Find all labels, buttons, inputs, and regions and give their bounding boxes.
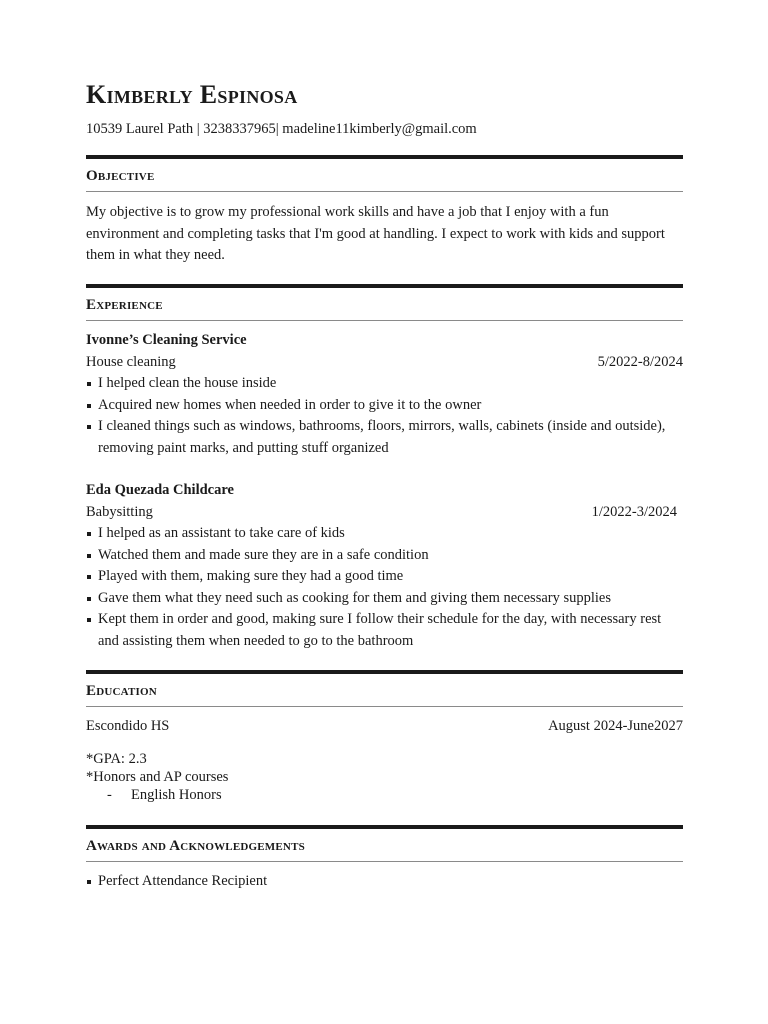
- course-item: [86, 786, 683, 804]
- section-divider-thin: [86, 191, 683, 192]
- dash-marker: -: [107, 786, 112, 803]
- job-role: House cleaning: [86, 353, 176, 370]
- education-heading: Education: [86, 683, 157, 699]
- job-employer: Ivonne’s Cleaning Service: [86, 332, 247, 348]
- course-name: English Honors: [131, 786, 222, 803]
- job-role-row: [86, 502, 683, 524]
- awards-heading: Awards and Acknowledgements: [86, 838, 305, 854]
- list-item: Gave them what they need such as cooking for them and giving them necessary supplies: [86, 588, 683, 610]
- job-role: Babysitting: [86, 503, 153, 520]
- list-item: Perfect Attendance Recipient: [86, 871, 683, 893]
- job-dates: 1/2022-3/2024: [591, 503, 677, 520]
- job-employer: Eda Quezada Childcare: [86, 482, 234, 498]
- section-divider-thin: [86, 861, 683, 862]
- school-name: Escondido HS: [86, 718, 170, 734]
- education-section: [86, 670, 683, 804]
- education-row: [86, 716, 683, 738]
- job-bullets: [86, 373, 683, 459]
- job-role-row: [86, 352, 683, 374]
- experience-heading: Experience: [86, 297, 163, 313]
- experience-section: [86, 284, 683, 652]
- job-entry-cleaning: [86, 330, 683, 459]
- awards-list: [86, 871, 683, 893]
- gpa-line: *GPA: 2.3: [86, 750, 147, 767]
- education-dates: August 2024-June2027: [548, 718, 683, 734]
- list-item: I helped clean the house inside: [86, 373, 683, 395]
- section-divider-thin: [86, 706, 683, 707]
- objective-text: My objective is to grow my professional work skills and have a job that I enjoy with a fun environment and completing tasks that I'm good at handling. I expect to work with kids and support them in what they need.: [86, 204, 665, 263]
- awards-section: [86, 825, 683, 893]
- list-item: I helped as an assistant to take care of kids: [86, 523, 683, 545]
- contact-line: 10539 Laurel Path | 3238337965| madeline11kimberly@gmail.com: [86, 121, 477, 137]
- objective-heading: Objective: [86, 168, 155, 184]
- candidate-name: Kimberly Espinosa: [86, 80, 298, 109]
- list-item: Watched them and made sure they are in a safe condition: [86, 545, 683, 567]
- section-divider-thin: [86, 320, 683, 321]
- list-item: Kept them in order and good, making sure I follow their schedule for the day, with necessary rest and assisting them when needed to go to the bathroom: [86, 609, 683, 652]
- job-dates: 5/2022-8/2024: [597, 353, 683, 370]
- list-item: Acquired new homes when needed in order to give it to the owner: [86, 395, 683, 417]
- list-item: Played with them, making sure they had a good time: [86, 566, 683, 588]
- job-bullets: [86, 523, 683, 652]
- list-item: I cleaned things such as windows, bathrooms, floors, mirrors, walls, cabinets (inside and outside), removing paint marks, and putting stuff organized: [86, 416, 683, 459]
- job-entry-childcare: [86, 480, 683, 652]
- courses-heading: *Honors and AP courses: [86, 768, 229, 785]
- objective-section: [86, 155, 683, 267]
